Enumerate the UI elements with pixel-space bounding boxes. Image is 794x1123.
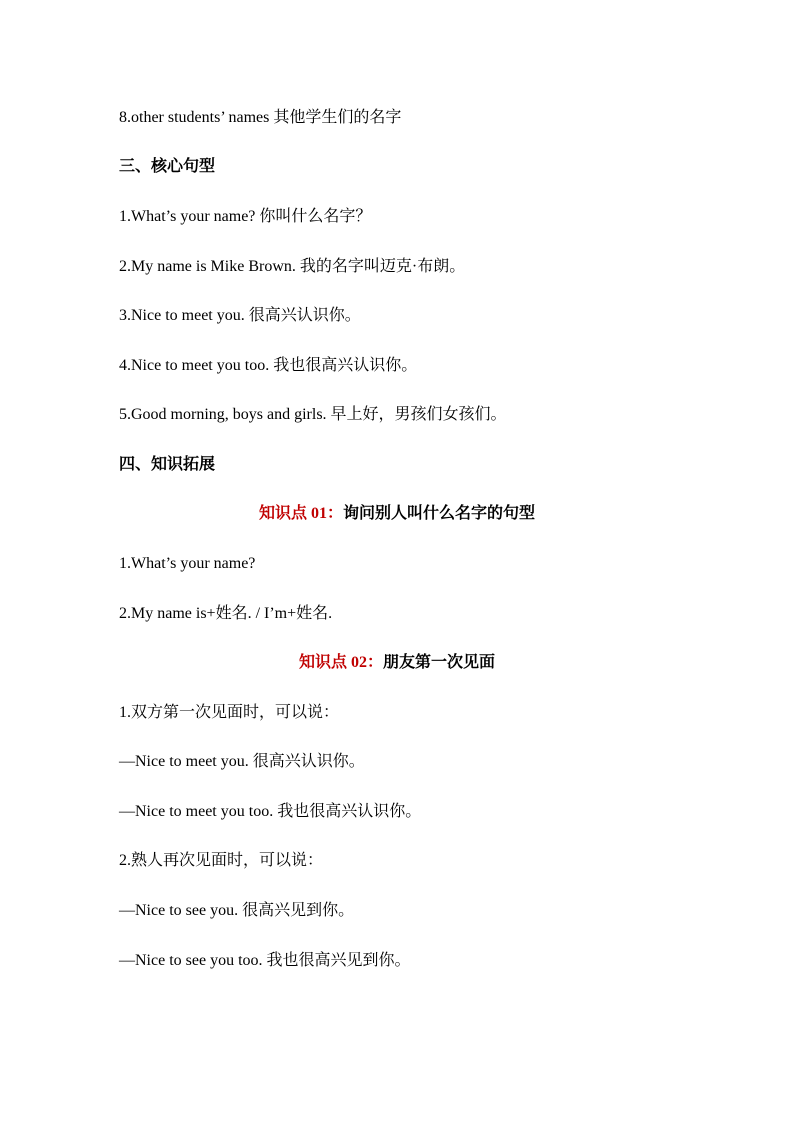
sentence-1: 1.What’s your name? 你叫什么名字？ bbox=[119, 208, 372, 225]
kp2-item-3: —Nice to meet you too. 我也很高兴认识你。 bbox=[119, 803, 422, 820]
kp1-item-1: 1.What’s your name? bbox=[119, 555, 256, 572]
kp2-item-2: —Nice to meet you. 很高兴认识你。 bbox=[119, 753, 365, 770]
kp2-item-6: —Nice to see you too. 我也很高兴见到你。 bbox=[119, 952, 411, 969]
sentence-2: 2.My name is Mike Brown. 我的名字叫迈克·布朗。 bbox=[119, 258, 466, 275]
knowledge-point-01-title bbox=[0, 504, 794, 524]
vocab-item-8: 8.other students’ names 其他学生们的名字 bbox=[119, 109, 402, 126]
kp2-item-5: —Nice to see you. 很高兴见到你。 bbox=[119, 902, 355, 919]
kp2-item-1: 1.双方第一次见面时，可以说： bbox=[119, 704, 340, 721]
sentence-5: 5.Good morning, boys and girls. 早上好，男孩们女孩们。 bbox=[119, 406, 507, 423]
kp2-item-4: 2.熟人再次见面时，可以说： bbox=[119, 852, 324, 869]
knowledge-point-02-title bbox=[0, 653, 794, 673]
knowledge-point-02-label: 知识点 02： bbox=[298, 654, 383, 671]
section-heading-knowledge-extension: 四、知识拓展 bbox=[119, 456, 216, 473]
section-heading-core-sentences: 三、核心句型 bbox=[119, 158, 216, 175]
knowledge-point-02-text: 朋友第一次见面 bbox=[383, 654, 496, 671]
knowledge-point-01-text: 询问别人叫什么名字的句型 bbox=[343, 505, 536, 522]
kp1-item-2: 2.My name is+姓名. / I’m+姓名. bbox=[119, 605, 333, 622]
sentence-4: 4.Nice to meet you too. 我也很高兴认识你。 bbox=[119, 357, 418, 374]
sentence-3: 3.Nice to meet you. 很高兴认识你。 bbox=[119, 307, 361, 324]
knowledge-point-01-label: 知识点 01： bbox=[258, 505, 343, 522]
